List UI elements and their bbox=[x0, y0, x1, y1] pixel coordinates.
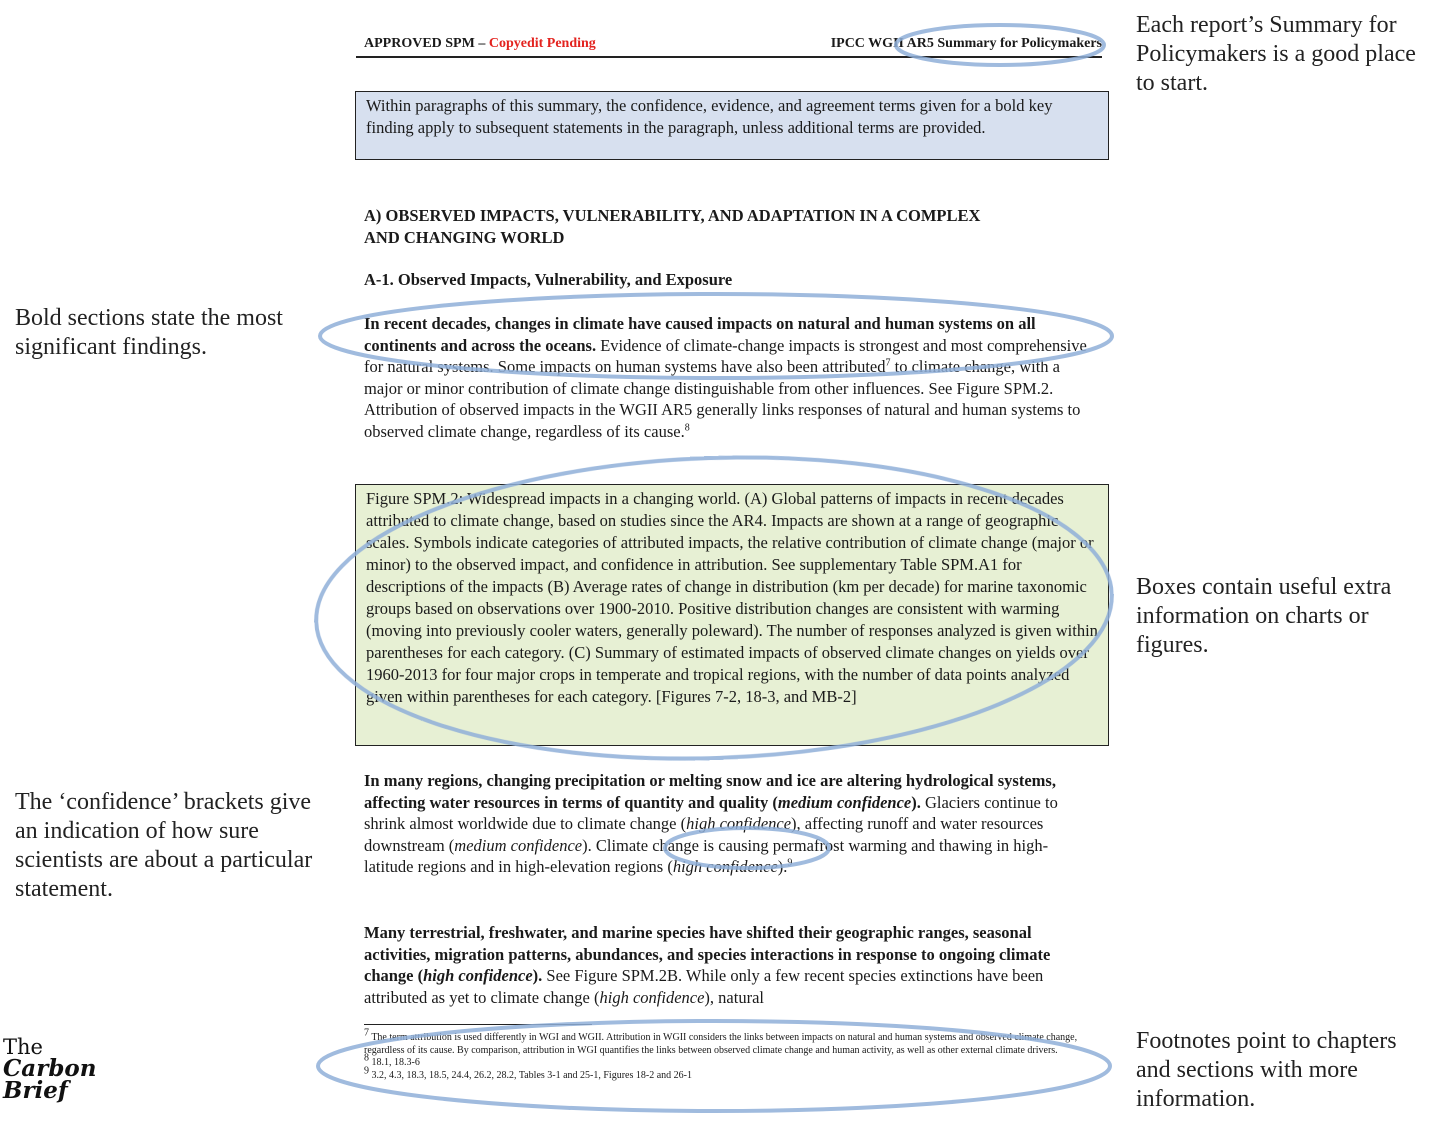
figure-caption-text: Figure SPM.2: Widespread impacts in a changing world. (A) Global patterns of impacts in recent decades attributed to climate change, based on studies since the AR4. Impacts are shown at a range of geographic scales. Symbols indicate categories of attributed impacts, the relative contribution of climate change (major or minor) to the observed impact, and confidence in attribution. See supplementary Table SPM.A1 for descriptions of the impacts (B) Average rates of change in distribution (km per decade) for marine taxonomic groups based on observations over 1900-2010. Positive distribution changes are consistent with warming (moving into previously cooler waters, generally poleward). The number of responses analyzed is given within parentheses for each category. (C) Summary of estimated impacts of observed climate changes on yields over 1960-2013 for four major crops in temperate and tropical regions, with the number of data points analyzed given within parentheses for each category. [Figures 7-2, 18-3, and MB-2] bbox=[366, 489, 1098, 706]
footnote-8: 8 18.1, 18.3-6 bbox=[364, 1052, 420, 1068]
footnotes bbox=[364, 1027, 1084, 1082]
footnote-ref[interactable]: 9 bbox=[787, 857, 793, 869]
subsection-heading: A-1. Observed Impacts, Vulnerability, and Exposure bbox=[364, 270, 733, 289]
annotation-summary: Each report’s Summary for Policymakers is a good place to start. bbox=[1136, 12, 1416, 96]
carbon-brief-logo: The Carbon Brief bbox=[3, 1035, 97, 1104]
paragraph-hydrological: In many regions, changing precipitation or melting snow and ice are altering hydrological systems, affecting water resources in terms of quantity and quality (medium confidence). Glaciers continue to shrink almost worldwide due to climate change (high confidence), affecting runoff and water resources downstream (medium confidence). Climate change is causing permafrost warming and thawing in high-latitude regions and in high-elevation regions (high confidence).$^9$ bbox=[364, 771, 1058, 877]
key-finding-bold: Many terrestrial, freshwater, and marine species have shifted their geographic ranges, seasonal activities, migration patterns, abundances, and species interactions in response to ongoing climate change ( bbox=[364, 923, 1051, 986]
footnote-divider bbox=[364, 1024, 592, 1025]
key-finding-bold: In recent decades, changes in climate have caused impacts on natural and human systems on all continents and across the oceans. bbox=[364, 314, 1036, 355]
footnote-ref[interactable]: 8 bbox=[684, 422, 690, 434]
copyedit-pending-label: Copyedit Pending bbox=[488, 36, 596, 51]
footnote-7: 7 The term attribution is used differently in WGI and WGII. Attribution in WGII considers the links between impacts on natural and human systems and observed climate change, regardless of its cause. By comparison, attribution in WGI quantifies the links between observed climate change and human activity, as well as other external climate drivers. bbox=[364, 1027, 1078, 1056]
header-report-title: IPCC WGII AR5 Summary for Policymakers bbox=[830, 36, 1102, 51]
confidence-terms-note-box bbox=[355, 91, 1109, 160]
paragraph-observed-impacts: In recent decades, changes in climate have caused impacts on natural and human systems on all continents and across the oceans. Evidence of climate-change impacts is strongest and most comprehensive for natural systems. Some impacts on human systems have also been attributed$^7$ to climate change, with a major or minor contribution of climate change distinguishable from other influences. See Figure SPM.2. Attribution of observed impacts in the WGII AR5 generally links responses of natural and human systems to observed climate change, regardless of its cause.$^8$ bbox=[364, 314, 1087, 441]
key-finding-bold: In many regions, changing precipitation or melting snow and ice are altering hydrological systems, affecting water resources in terms of quantity and quality ( bbox=[364, 771, 1056, 812]
annotation-boxes: Boxes contain useful extra information on charts or figures. bbox=[1136, 574, 1392, 658]
annotation-footnotes: Footnotes point to chapters and sections with more information. bbox=[1136, 1028, 1397, 1112]
figure-caption-box bbox=[355, 484, 1109, 746]
section-heading: A) OBSERVED IMPACTS, VULNERABILITY, AND ADAPTATION IN A COMPLEX AND CHANGING WORLD bbox=[364, 206, 981, 247]
footnote-ref[interactable]: 7 bbox=[885, 357, 891, 369]
annotation-confidence: The ‘confidence’ brackets give an indication of how sure scientists are about a particular statement. bbox=[15, 789, 313, 902]
note-box-text: Within paragraphs of this summary, the confidence, evidence, and agreement terms given for a bold key finding apply to subsequent statements in the paragraph, unless additional terms are provided. bbox=[366, 96, 1053, 137]
header-left: APPROVED SPM – Copyedit Pending bbox=[364, 36, 596, 51]
confidence-bracket: medium confidence bbox=[454, 835, 583, 855]
header-divider bbox=[356, 56, 1102, 58]
annotation-bold-sections: Bold sections state the most significant findings. bbox=[15, 305, 283, 360]
footnote-9: 9 3.2, 4.3, 18.3, 18.5, 24.4, 26.2, 28.2, Tables 3-1 and 25-1, Figures 18-2 and 26-1 bbox=[364, 1065, 692, 1081]
paragraph-species: Many terrestrial, freshwater, and marine species have shifted their geographic ranges, seasonal activities, migration patterns, abundances, and species interactions in response to ongoing climate change (high confidence). See Figure SPM.2B. While only a few recent species extinctions have been attributed as yet to climate change (high confidence), natural bbox=[364, 923, 1051, 1007]
